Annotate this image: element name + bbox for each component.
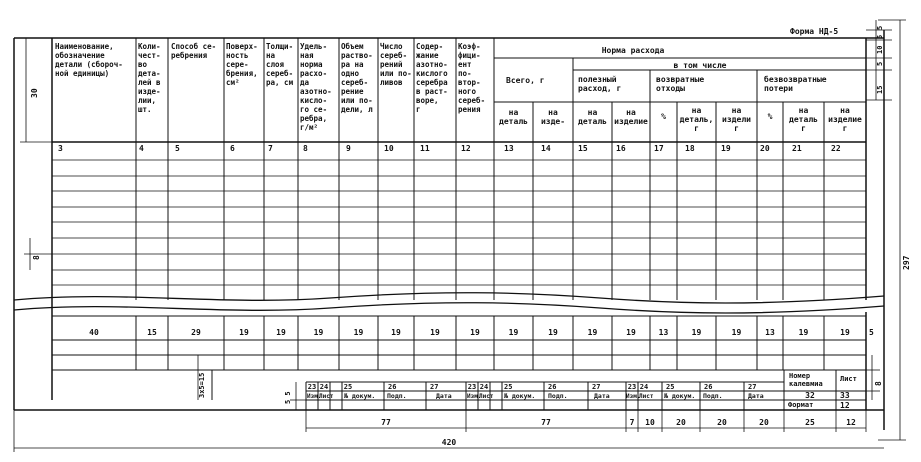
stamp-label: Подп. (387, 392, 407, 400)
dim-left-55: 5 5 (284, 391, 292, 404)
stamp-label: Дата (436, 392, 452, 400)
header-v-tom-chisle: в том числе (673, 61, 727, 70)
stamp-num: 23 (307, 383, 317, 391)
dim-right-10: 10 (876, 45, 884, 54)
header-col3: Наименование, обозначение детали (сбороч- ной единицы) (55, 42, 123, 78)
stamp-label: № докум. (344, 392, 376, 400)
right-five: 5 (869, 328, 874, 337)
header-col14: на изде- (540, 108, 566, 126)
colnum: 6 (230, 144, 235, 153)
stamp-num: 24 (479, 383, 489, 391)
stamp-num: 24 (639, 383, 649, 391)
colnum: 21 (792, 144, 802, 153)
header-col20: % (767, 112, 773, 121)
dim-77-b: 77 (541, 418, 551, 427)
stamp-num: 26 (704, 383, 713, 391)
stamp-num: 26 (388, 383, 397, 391)
colwidth: 13 (765, 328, 775, 337)
colnum: 3 (58, 144, 63, 153)
colnum: 9 (346, 144, 351, 153)
dim-right-5c: 5 (876, 25, 884, 30)
colwidth: 19 (353, 328, 364, 337)
dim-right-8: 8 (874, 381, 883, 386)
dim-12: 12 (846, 418, 856, 427)
stamp-label: Лист (639, 393, 654, 400)
stamp-32: 32 (805, 391, 815, 400)
header-col18: на деталь, г (679, 106, 714, 133)
colnum: 20 (760, 144, 770, 153)
colwidth: 29 (191, 328, 201, 337)
colwidth: 19 (548, 328, 558, 337)
colwidth: 15 (147, 328, 157, 337)
stamp-33: 33 (840, 391, 850, 400)
colnum: 5 (175, 144, 180, 153)
header-col9: Объем раство- ра на одно сереб- рение или по- дели, л (341, 42, 373, 114)
stamp-list-label: Лист (840, 375, 857, 383)
colnum: 22 (831, 144, 841, 153)
header-bezvozv: безвозвратные потери (764, 75, 827, 93)
header-col4: Коли- чест- во дета- лей в изде- лии, шт. (138, 42, 161, 114)
stamp-num: 27 (592, 383, 601, 391)
stamp-num: 23 (467, 383, 477, 391)
stamp-label: Изм. (626, 393, 641, 400)
stamp-num: 27 (430, 383, 439, 391)
dim-25: 25 (805, 418, 815, 427)
stamp-label: Лист (319, 393, 334, 400)
colwidth: 19 (430, 328, 440, 337)
colnum: 8 (303, 144, 308, 153)
colnum: 7 (268, 144, 273, 153)
header-col21: на деталь г (789, 106, 818, 133)
dim-right-15: 15 (876, 85, 884, 94)
dim-right-297: 297 (902, 255, 911, 270)
stamp-12: 12 (840, 401, 850, 410)
colnum: 17 (654, 144, 664, 153)
colwidth: 19 (508, 328, 519, 337)
stamp-num: 27 (748, 383, 757, 391)
colnum: 18 (685, 144, 695, 153)
stamp-num: 25 (343, 383, 353, 391)
stamp-label: Изм. (467, 393, 482, 400)
colwidth: 19 (313, 328, 324, 337)
dim-right-5: 5 (876, 34, 884, 39)
stamp-num: 25 (504, 383, 513, 391)
header-col8: Удель- ная норма расхо- да азотно- кисло- го се- ребра, г/м² (300, 42, 332, 132)
dim-10: 10 (645, 418, 655, 427)
header-col17: % (661, 112, 666, 121)
header-col7: Толщи- на слоя сереб- ра, см (266, 42, 294, 87)
header-col19: на издели г (722, 106, 751, 133)
dim-20-b: 20 (717, 418, 727, 427)
colwidth: 19 (239, 328, 249, 337)
stamp-label: Подп. (703, 392, 723, 400)
header-col6: Поверх- ность сере- брения, см² (226, 42, 258, 87)
colnum: 14 (541, 144, 551, 153)
colnum: 11 (420, 144, 430, 153)
colwidth: 19 (731, 328, 742, 337)
header-polezny: полезный расход, г (578, 75, 622, 93)
dim-77-a: 77 (381, 418, 391, 427)
dim-left-8: 8 (32, 255, 41, 260)
colwidth: 19 (276, 328, 286, 337)
stamp-label: Изм. (307, 393, 322, 400)
colwidth: 19 (691, 328, 702, 337)
colnum: 10 (384, 144, 394, 153)
form-label: Форма НД-5 (790, 27, 839, 36)
stamp-label: № докум. (664, 392, 696, 400)
colnum: 15 (578, 144, 588, 153)
colwidth: 19 (798, 328, 809, 337)
colwidth: 40 (89, 328, 99, 337)
stamp-label: № докум. (504, 392, 536, 400)
colnum: 13 (504, 144, 514, 153)
dim-7: 7 (629, 418, 635, 427)
stamp-num: 24 (319, 383, 329, 391)
colwidth: 19 (470, 328, 480, 337)
header-col16: на изделие (614, 108, 648, 126)
header-col11: Содер- жание азотно- кислого серебра в раст- воре, г (416, 42, 448, 114)
stamp-label: Лист (479, 393, 494, 400)
header-col10: Число сереб- рений или по- ливов (380, 42, 412, 87)
colwidth: 19 (626, 328, 636, 337)
colwidth: 19 (391, 328, 401, 337)
stamp-num: 25 (666, 383, 675, 391)
colnum: 16 (616, 144, 626, 153)
header-col15: на деталь (578, 108, 607, 126)
colnum: 4 (139, 144, 144, 153)
stamp-num: 26 (548, 383, 557, 391)
dim-420: 420 (441, 438, 457, 447)
stamp-nomer-label: Номер калевмиа (789, 372, 823, 388)
dim-right-5b: 5 (876, 61, 884, 66)
colwidth: 19 (587, 328, 598, 337)
stamp-label: Дата (594, 392, 610, 400)
colnum: 19 (721, 144, 731, 153)
dim-20-c: 20 (759, 418, 769, 427)
stamp-label: Дата (748, 392, 764, 400)
colwidth: 19 (840, 328, 850, 337)
header-col22: на изделие г (828, 106, 862, 133)
header-col13: на деталь (499, 108, 528, 126)
header-col5: Способ се- ребрения (171, 42, 217, 60)
colnum: 12 (461, 144, 471, 153)
header-vsego: Всего, г (506, 76, 545, 85)
stamp-num: 23 (627, 383, 637, 391)
dim-left-30: 30 (30, 88, 39, 98)
colwidth: 13 (658, 328, 669, 337)
dim-20-a: 20 (676, 418, 686, 427)
stamp-label: Подп. (548, 392, 568, 400)
header-vozvrat: возвратные отходы (656, 75, 705, 93)
header-norma: Норма расхода (601, 46, 665, 55)
header-col12: Коэф- фици- ент по- втор- ного сереб- рения (458, 42, 486, 114)
dim-left-3x5: 3х5=15 (198, 372, 206, 398)
stamp-format-label: Формат (788, 401, 814, 409)
